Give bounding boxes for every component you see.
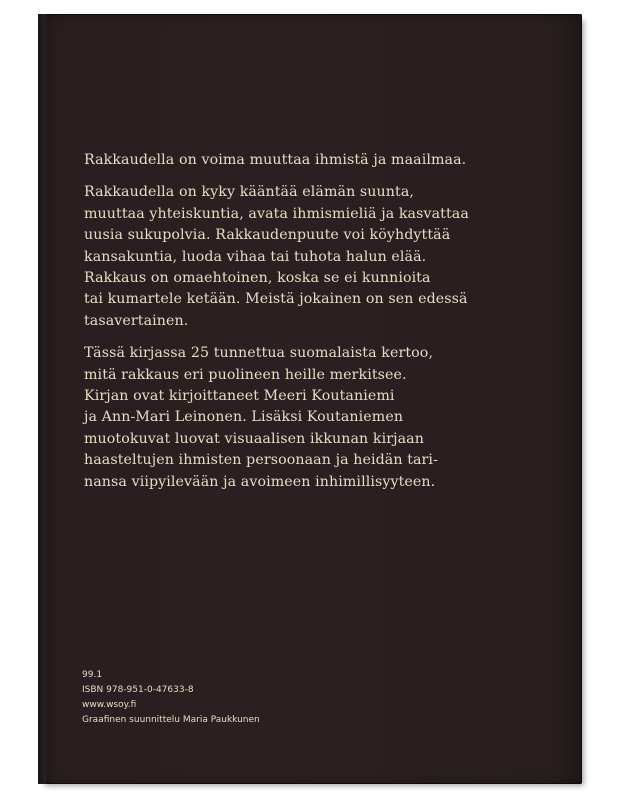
isbn: ISBN 978-951-0-47633-8 <box>82 685 194 695</box>
blurb-paragraph-1: Rakkaudella on voima muuttaa ihmistä ja maailmaa. <box>84 152 467 168</box>
publisher-website: www.wsoy.fi <box>82 700 137 710</box>
blurb-text <box>84 150 504 504</box>
spine-edge <box>38 14 46 784</box>
blurb-paragraph-3: Tässä kirjassa 25 tunnettua suomalaista kertoo, mitä rakkaus eri puolineen heille merkitsee. Kirjan ovat kirjoittaneet Meeri Koutaniemi ja Ann-Mari Leinonen. Lisäksi Koutaniemen muotokuvat luovat visuaalisen ikkunan kirjaan haasteltujen ihmisten persoonaan ja heidän tari- nansa viipyilevään ja avoimeen inhimillisyyteen. <box>84 345 438 490</box>
blurb-paragraph-2: Rakkaudella on kyky kääntää elämän suunta, muuttaa yhteiskuntia, avata ihmismieliä ja kasvattaa uusia sukupolvia. Rakkaudenpuute voi köyhdyttää kansakuntia, luoda vihaa tai tuhota halun elää. Rakkaus on omaehtoinen, koska se ei kunnioita tai kumartele ketään. Meistä jokainen on sen edessä tasavertainen. <box>84 184 469 329</box>
design-credit: Graafinen suunnittelu Maria Paukkunen <box>82 715 260 725</box>
classification-code: 99.1 <box>82 670 103 680</box>
colophon <box>82 668 260 728</box>
